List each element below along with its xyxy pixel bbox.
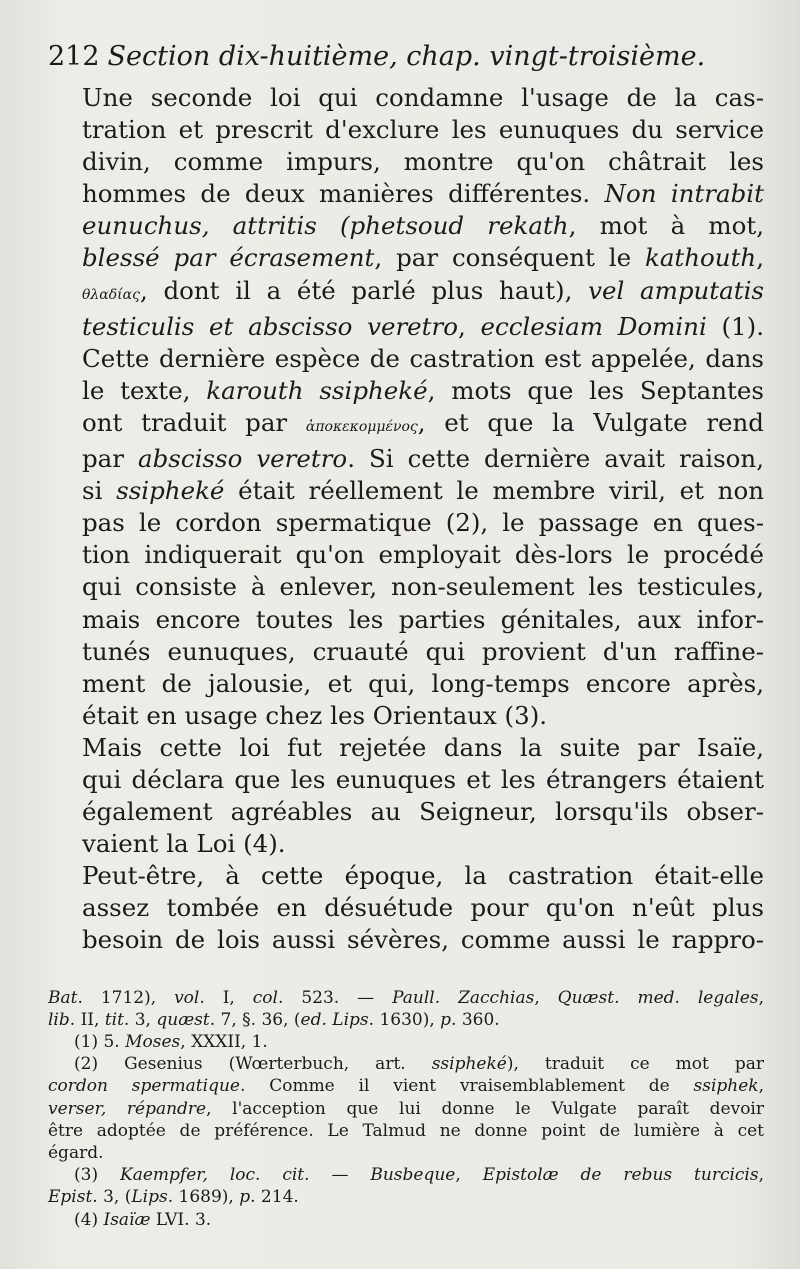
italic-text: blessé par écrasement: [82, 243, 375, 273]
italic-text: karouth ssipheké: [206, 375, 428, 405]
text-line: tion indiquerait qu'on employait dès-lors le procédé: [82, 540, 764, 570]
footnote-line: (3) Kaempfer, loc. cit. — Busbeque, Epistolæ de rebus turcicis,: [74, 1165, 764, 1186]
paragraph: [48, 82, 764, 732]
text-line: ont traduit par ἀποκεκομμένος, et que la Vulgate rend: [82, 407, 764, 437]
italic-text: Busbeque: [370, 1165, 456, 1186]
text-line: blessé par écrasement, par conséquent le kathouth,: [82, 243, 764, 273]
text-line: hommes de deux manières différentes. Non intrabit: [82, 179, 764, 209]
footnote-line: (4) Isaïæ LVI. 3.: [74, 1209, 212, 1230]
text-line: également agréables au Seigneur, lorsqu'ils obser-: [82, 797, 764, 827]
italic-text: Bat: [48, 987, 78, 1008]
text-line: θλαδίας, dont il a été parlé plus haut), vel amputatis: [82, 275, 764, 305]
main-text: [48, 82, 764, 957]
text-line: divin, comme impurs, montre qu'on châtrait les: [82, 147, 764, 177]
italic-text: Lips: [131, 1187, 168, 1208]
footnote-line: être adoptée de préférence. Le Talmud ne donne point de lumière à cet: [48, 1120, 764, 1141]
italic-text: ssipheké: [116, 476, 225, 506]
italic-text: Isaïæ: [103, 1209, 151, 1230]
footnote-line: lib. II, tit. 3, quæst. 7, §. 36, (ed. Lips. 1630), p. 360.: [48, 1009, 500, 1030]
italic-text: Epist: [48, 1187, 93, 1208]
text-line: Mais cette loi fut rejetée dans la suite par Isaïe,: [82, 732, 764, 762]
text-line: tration et prescrit d'exclure les eunuques du service: [82, 115, 764, 145]
italic-text: Non intrabit: [604, 179, 764, 209]
text-line: Cette dernière espèce de castration est appelée, dans: [82, 343, 764, 373]
text-line: besoin de lois aussi sévères, comme aussi le rappro-: [82, 925, 764, 955]
italic-text: Epistolæ de rebus turcicis: [482, 1165, 759, 1186]
text-line: eunuchus, attritis (phetsoud rekath, mot à mot,: [82, 211, 764, 241]
italic-text: ecclesiam Domini: [480, 311, 707, 341]
footnote-line: égard.: [48, 1142, 104, 1163]
running-head: [48, 40, 764, 74]
text-line: Une seconde loi qui condamne l'usage de la cas-: [82, 83, 764, 112]
italic-text: Quæst. med. legales: [557, 987, 759, 1008]
italic-text: quæst: [156, 1009, 210, 1030]
italic-text: Moses: [125, 1031, 181, 1052]
italic-text: ed. Lips: [300, 1009, 369, 1030]
footnotes: [48, 987, 764, 1231]
text-line: qui consiste à enlever, non-seulement les testicules,: [82, 572, 764, 602]
italic-text: kathouth: [644, 243, 757, 273]
paragraph: [48, 732, 764, 860]
italic-text: p: [239, 1187, 251, 1208]
footnote-line: (2) Gesenius (Wœrterbuch, art. ssipheké), traduit ce mot par: [74, 1054, 764, 1075]
footnote-line: (1) 5. Moses, XXXII, 1.: [74, 1031, 268, 1052]
text-line: si ssipheké était réellement le membre viril, et non: [82, 476, 764, 506]
text-line: par abscisso veretro. Si cette dernière avait raison,: [82, 444, 764, 474]
greek-word: ἀποκεκομμένος: [305, 418, 418, 435]
italic-text: cordon spermatique: [48, 1076, 240, 1097]
footnote-line: Epist. 3, (Lips. 1689), p. 214.: [48, 1187, 299, 1208]
section-heading: Section dix-huitième, chap. vingt-troisième.: [107, 41, 706, 72]
text-line: le texte, karouth ssipheké, mots que les Septantes: [82, 375, 764, 405]
paragraph: [48, 860, 764, 956]
italic-text: ssipheké: [431, 1054, 507, 1075]
italic-text: p: [440, 1009, 452, 1030]
italic-text: tit: [104, 1009, 124, 1030]
italic-text: lib: [48, 1009, 70, 1030]
text-line: était en usage chez les Orientaux (3).: [82, 700, 548, 730]
text-line: qui déclara que les eunuques et les étrangers étaient: [82, 764, 764, 794]
italic-text: ssiphek: [693, 1076, 759, 1097]
text-line: ment de jalousie, et qui, long-temps encore après,: [82, 668, 764, 698]
text-line: Peut-être, à cette époque, la castration était-elle: [82, 861, 764, 891]
italic-text: eunuchus, attritis (phetsoud rekath: [82, 211, 569, 241]
italic-text: Paull. Zacchias: [392, 987, 535, 1008]
page-number: 212: [48, 41, 100, 72]
text-line: pas le cordon spermatique (2), le passage en ques-: [82, 508, 764, 538]
text-line: tunés eunuques, cruauté qui provient d'un raffine-: [82, 636, 764, 666]
text-line: testiculis et abscisso veretro, ecclesiam Domini (1).: [82, 311, 764, 341]
italic-text: testiculis et abscisso veretro: [82, 311, 458, 341]
text-line: vaient la Loi (4).: [82, 829, 286, 859]
italic-text: col: [252, 987, 278, 1008]
footnote-line: verser, répandre, l'acception que lui donne le Vulgate paraît devoir: [48, 1098, 764, 1119]
italic-text: Kaempfer, loc. cit.: [120, 1165, 310, 1186]
italic-text: abscisso veretro: [138, 444, 348, 474]
text-line: assez tombée en désuétude pour qu'on n'eût plus: [82, 893, 764, 923]
italic-text: verser, répandre: [48, 1098, 207, 1119]
italic-text: vol: [174, 987, 200, 1008]
italic-text: vel amputatis: [588, 275, 764, 305]
greek-word: θλαδίας: [82, 286, 140, 303]
text-line: mais encore toutes les parties génitales, aux infor-: [82, 604, 764, 634]
footnote-line: Bat. 1712), vol. I, col. 523. — Paull. Zacchias, Quæst. med. legales,: [48, 987, 764, 1008]
footnote-line: cordon spermatique. Comme il vient vraisemblablement de ssiphek,: [48, 1076, 765, 1097]
